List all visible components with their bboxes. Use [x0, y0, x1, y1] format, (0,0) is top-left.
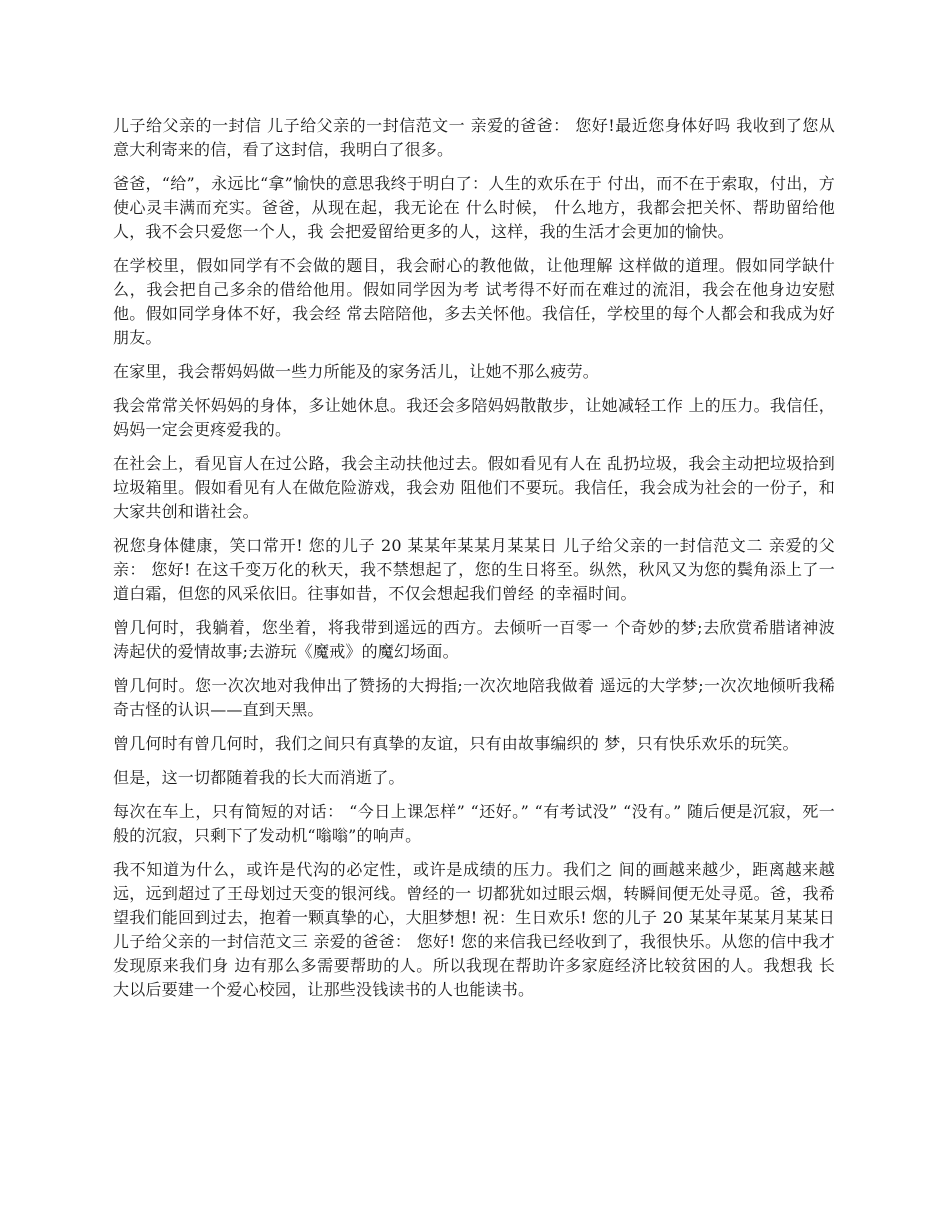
paragraph-7: 祝您身体健康，笑口常开! 您的儿子 20 某某年某某月某某日 儿子给父亲的一封信范文二 亲爱的父亲： 您好! 在这千变万化的秋天，我不禁想起了，您的生日将至。纵然，秋风又为您的鬓角添上了一道白霜，但您的风采依旧。往事如昔，不仅会想起我们曾经 的幸福时间。 [113, 536, 835, 603]
paragraph-10: 曾几何时有曾几何时，我们之间只有真挚的友谊，只有由故事编织的 梦，只有快乐欢乐的玩笑。 [113, 734, 799, 753]
paragraph-3: 在学校里，假如同学有不会做的题目，我会耐心的教他做，让他理解 这样做的道理。假如同学缺什么，我会把自己多余的借给他用。假如同学因为考 试考得不好而在难过的流泪，我会在他身边安慰他。假如同学身体不好，我会经 常去陪陪他，多去关怀他。我信任，学校里的每个人都会和我成为好朋友。 [113, 256, 835, 347]
paragraph-2: 爸爸，“给”，永远比“拿”愉快的意思我终于明白了：人生的欢乐在于 付出，而不在于索取，付出，方使心灵丰满而充实。爸爸，从现在起，我无论在 什么时候， 什么地方，我都会把关怀、帮助留给他人，我不会只爱您一个人，我 会把爱留给更多的人，这样，我的生活才会更加的愉快。 [113, 174, 835, 241]
paragraph-6: 在社会上，看见盲人在过公路，我会主动扶他过去。假如看见有人在 乱扔垃圾，我会主动把垃圾拾到垃圾箱里。假如看见有人在做危险游戏，我会劝 阻他们不要玩。我信任，我会成为社会的一份子，和大家共创和谐社会。 [113, 454, 835, 521]
paragraph-9: 曾几何时。您一次次地对我伸出了赞扬的大拇指;一次次地陪我做着 遥远的大学梦;一次次地倾听我稀奇古怪的认识——直到天黑。 [113, 676, 835, 719]
paragraph-1: 儿子给父亲的一封信 儿子给父亲的一封信范文一 亲爱的爸爸： 您好!最近您身体好吗 我收到了您从意大利寄来的信，看了这封信，我明白了很多。 [113, 116, 835, 159]
paragraph-4: 在家里，我会帮妈妈做一些力所能及的家务活儿，让她不那么疲劳。 [113, 362, 600, 381]
paragraph-13: 我不知道为什么，或许是代沟的必定性，或许是成绩的压力。我们之 间的画越来越少，距离越来越远，远到超过了王母划过天变的银河线。曾经的一 切都犹如过眼云烟，转瞬间便无处寻觅。爸，我希望我们能回到过去，抱着一颗真挚的心，大胆梦想! 祝：生日欢乐! 您的儿子 20 某某年某某月某某日 儿子给父亲的一封信范文三 亲爱的爸爸： 您好! 您的来信我已经收到了，我很快乐。从您的信中我才发现原来我们身 边有那么多需要帮助的人。所以我现在帮助许多家庭经济比较贫困的人。我想我 长大以后要建一个爱心校园，让那些没钱读书的人也能读书。 [113, 860, 835, 999]
paragraph-11: 但是，这一切都随着我的长大而消逝了。 [113, 768, 405, 787]
paragraph-5: 我会常常关怀妈妈的身体，多让她休息。我还会多陪妈妈散散步，让她减轻工作 上的压力。我信任，妈妈一定会更疼爱我的。 [113, 396, 835, 439]
paragraph-8: 曾几何时，我躺着，您坐着，将我带到遥远的西方。去倾听一百零一 个奇妙的梦;去欣赏希腊诸神波涛起伏的爱情故事;去游玩《魔戒》的魔幻场面。 [113, 618, 835, 661]
document-body [113, 114, 835, 1012]
paragraph-12: 每次在车上，只有简短的对话： “今日上课怎样” “还好。” “有考试没” “没有。” 随后便是沉寂，死一般的沉寂，只剩下了发动机“嗡嗡”的响声。 [113, 802, 835, 845]
